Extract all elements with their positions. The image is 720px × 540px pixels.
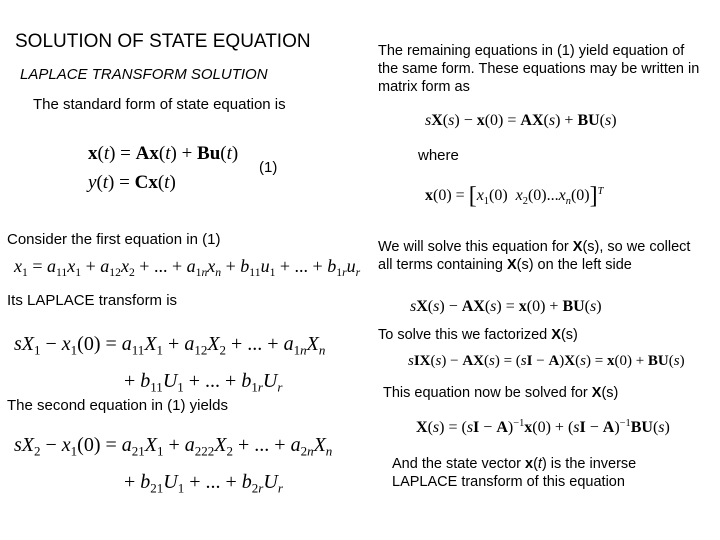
- solved-for-text-b: (s): [601, 385, 619, 401]
- factorize-text-b: (s): [560, 327, 578, 343]
- second-laplace-line-1: $sX_2 - x_1(0) = a_{21}X_1 + a_{222}X_2$ + ... + $a_{2n}X_n$: [14, 434, 333, 459]
- state-vector-text-t: t: [537, 456, 542, 472]
- laplace-text: Its LAPLACE transform is: [7, 292, 178, 309]
- state-equation: [88, 139, 238, 197]
- state-equation-line-1: x(t) = Ax(t) + Bu(t): [88, 143, 239, 164]
- solved-for-text-X: X: [591, 385, 602, 401]
- solved-for-text: [383, 385, 618, 401]
- first-state-equation: $x_1 = a_{11}x_1 + a_{12}x_2$ + ... + $a_{1n}x_n + b_{11}u_1$ + ... + $b_{1r}u_r$: [14, 256, 361, 280]
- solved-for-text-a: This equation now be solved for: [383, 385, 592, 401]
- intro-text: The standard form of state equation is: [33, 96, 286, 113]
- state-equation-line-2: y(t) = Cx(t): [88, 172, 176, 193]
- first-laplace-line-2: + $b_{11}U_1$ + ... + $b_{1r}U_r$: [124, 369, 283, 395]
- consider-text: Consider the first equation in (1): [7, 231, 221, 248]
- slide-title: SOLUTION OF STATE EQUATION: [15, 31, 311, 52]
- state-vector-text-x: x: [525, 456, 534, 472]
- second-laplace-line-2: + $b_{21}U_1$ + ... + $b_{2r}U_r$: [124, 470, 283, 496]
- solve-text-X: X: [572, 239, 583, 255]
- first-laplace-line-1: $sX_1 - x_1(0) = a_{11}X_1 + a_{12}X_2$ + ... + $a_{1n}X_n$: [14, 333, 326, 358]
- equation-number: (1): [259, 159, 278, 176]
- state-vector-text-c: ) is the inverse LAPLACE transform of this equation: [392, 456, 637, 490]
- where-text: where: [418, 147, 459, 164]
- solve-text: [378, 238, 698, 274]
- second-equation-text: The second equation in (1) yields: [7, 397, 228, 414]
- collected-equation: sX(s) − AX(s) = x(0) + BU(s): [410, 298, 602, 315]
- second-laplace-equation: [14, 430, 332, 503]
- factorize-text-X: X: [551, 327, 561, 343]
- factorize-text: [378, 327, 578, 343]
- solve-text-c: (s) on the left side: [516, 257, 632, 273]
- section-subtitle: LAPLACE TRANSFORM SOLUTION: [20, 66, 268, 83]
- first-laplace-equation: [14, 329, 325, 402]
- solve-text-X2: X: [506, 257, 517, 273]
- state-vector-text-b: (: [533, 456, 538, 472]
- initial-state-vector: $x(0) = [x_1(0)$ $x_2(0)...x_n(0)]^T$: [425, 183, 604, 209]
- solution-equation: X(s) = (sI − A)$^{-1}$x(0) + (sI − A)$^{-1}$BU(s): [416, 418, 670, 437]
- factorized-equation: sIX(s) − AX(s) = (sI − A)X(s) = x(0) + BU(s): [408, 353, 685, 369]
- state-vector-text: [392, 455, 682, 491]
- solve-text-b: (s), so we collect all terms containing: [378, 239, 691, 273]
- remaining-equations-text: The remaining equations in (1) yield equation of the same form. These equations may be written in matrix form as: [378, 43, 700, 95]
- state-vector-text-a: And the state vector: [392, 456, 525, 472]
- matrix-laplace-equation: sX(s) − x(0) = AX(s) + BU(s): [425, 112, 617, 129]
- solve-text-a: We will solve this equation for: [378, 239, 573, 255]
- factorize-text-a: To solve this we factorized: [378, 327, 552, 343]
